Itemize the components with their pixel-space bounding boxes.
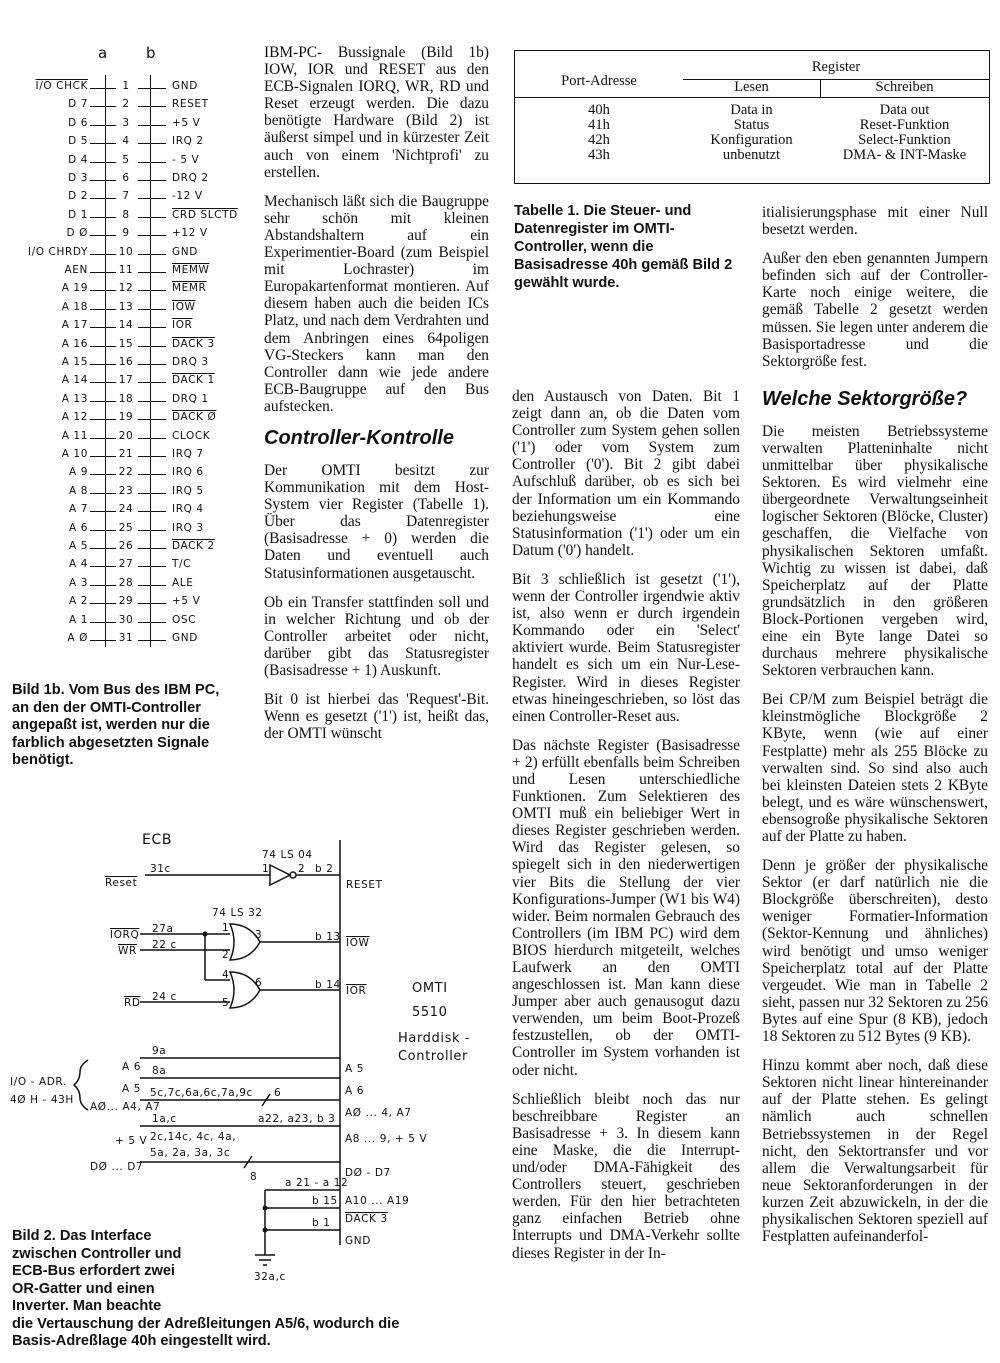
pin-line-a <box>90 419 116 420</box>
pin-row <box>0 282 250 300</box>
table-1 <box>514 50 990 184</box>
pin-signal-a: A 14 <box>61 374 88 387</box>
pin-line-b <box>138 143 166 144</box>
paragraph: Die meisten Betriebssysteme verwalten Platteninhalte nicht unmittelbar über physikalische Sektoren. Es wird vielmehr eine übergeordnete Verwaltungseinheit logischer Sektoren (Blöcke, Cluster) geschaffen, die Vielfache von physikalischen Sektoren umfaßt. Wichtig zu wissen ist dabei, daß Speicherplatz auf der Platte grundsätzlich in den größeren Block-Portionen vergeben wird, eine ein Byte lange Datei so durchaus mehrere physikalische Sektoren verbrauchen kann. <box>762 422 988 680</box>
pin-signal-b: GND <box>172 80 198 92</box>
caption-2-line: die Vertauschung der Adreßleitungen A5/6, wodurch die <box>12 1315 400 1332</box>
pin-signal-a: A 19 <box>61 282 88 295</box>
pin-signal-a: A 18 <box>61 300 88 313</box>
pin-line-a <box>90 364 116 365</box>
label-24c: 24 c <box>152 991 177 1003</box>
text-column-2 <box>264 44 489 754</box>
table-cell-schreiben: DMA- & INT-Maske <box>842 147 967 163</box>
table-cell-port: 42h <box>588 132 610 148</box>
label-a21: a 21 - a 12 <box>285 1177 349 1189</box>
pinout-col-a: a <box>98 44 108 62</box>
pin-signal-b: IRQ 7 <box>172 448 204 460</box>
label-harddisk: Harddisk - <box>398 1031 471 1046</box>
label-omti-a10: A10 ... A19 <box>345 1195 410 1207</box>
label-b13: b 13 <box>315 931 341 943</box>
pin-signal-a: A 15 <box>61 356 88 368</box>
caption-2-line: Basis-Adreßlage 40h eingestellt wird. <box>12 1333 271 1349</box>
table-1-caption: Tabelle 1. Die Steuer- und Datenregister im OMTI-Controller, wenn die Basisadresse 40h gemäß Bild 2 gewählt wurde. <box>514 203 733 291</box>
pin-number: 28 <box>116 577 136 589</box>
pin-signal-a: A 10 <box>61 448 88 460</box>
pin-line-a <box>90 603 116 604</box>
pin-line-a <box>90 106 116 107</box>
pin-row <box>0 522 250 540</box>
pin-signal-b: T/C <box>172 558 192 571</box>
pin-signal-b: - 5 V <box>172 153 200 166</box>
pin-signal-b: MEMR <box>172 282 207 295</box>
label-a0a4a7: AØ... A4, A7 <box>90 1101 161 1113</box>
th-schreiben: Schreiben <box>875 79 934 95</box>
label-bus8: 8 <box>250 1171 258 1183</box>
label-pins-d1: 2c,14c, 4c, 4a, <box>150 1131 237 1143</box>
pin-row <box>0 209 250 227</box>
pin-row <box>0 466 250 484</box>
pin-number: 9 <box>116 227 136 239</box>
paragraph: Bei CP/M zum Beispiel beträgt die kleinstmögliche Blockgröße 2 KByte, wenn (wie auf einer Festplatte) mehr als 255 Blöcke zu verwalten sind. So sind also auch bei kleinsten Dateien stets 2 KByte belegt, und es wäre wünschenswert, ebensogroße physikalische Sektoren auf der Platte zu haben. <box>762 691 988 845</box>
pin-line-b <box>138 346 166 347</box>
pin-line-b <box>138 106 166 107</box>
pin-signal-a: AEN <box>64 264 88 276</box>
caption-2-line: ECB-Bus erfordert zwei <box>12 1263 175 1279</box>
pin-number: 30 <box>116 614 136 626</box>
pin-signal-a: A 7 <box>68 503 88 516</box>
pin-signal-b: $\overline{IOW}$ <box>172 300 196 313</box>
pinout-diagram <box>0 40 250 660</box>
paragraph: Bit 0 ist hierbei das 'Request'-Bit. Wenn es gesetzt ('1') ist, heißt das, der OMTI wünscht <box>264 691 489 743</box>
paragraph: Hinzu kommt aber noch, daß diese Sektoren nicht linear hintereinander auf der Platte stehen. Es gelingt nämlich auch schnellen Betriebssystemen in der Regel nicht, den Sektortransfer und vor allem die Verwaltungsarbeit für neue Sektoranforderungen in der kurzen Zeit abzuwickeln, in der die physikalischen Sektoren speziell auf Festplatten aufeinanderfol- <box>762 1057 988 1246</box>
table-body <box>515 103 989 163</box>
gate-pin-1: 1 <box>222 922 230 934</box>
pin-signal-a: A 6 <box>68 521 88 534</box>
table-cell-port: 41h <box>588 117 610 133</box>
pin-signal-b: DRQ 1 <box>172 392 209 405</box>
table-row <box>515 103 989 118</box>
pin-number: 4 <box>116 135 136 147</box>
pin-number: 20 <box>116 430 136 442</box>
label-b15: b 15 <box>312 1195 338 1207</box>
label-a22: a22, a23, b 3 <box>258 1113 336 1125</box>
pin-line-a <box>90 622 116 623</box>
pin-line-a <box>90 456 116 457</box>
inv-pin-1: 1 <box>262 863 270 875</box>
pin-row <box>0 411 250 429</box>
pin-signal-b: DACK 2 <box>172 540 215 552</box>
pin-number: 23 <box>116 485 136 497</box>
pin-line-b <box>138 419 166 420</box>
th-register: Register <box>811 59 861 75</box>
pin-row <box>0 227 250 245</box>
pin-line-a <box>90 548 116 549</box>
gate-pin-5: 5 <box>222 997 230 1009</box>
pin-line-a <box>90 346 116 347</box>
pin-signal-a: A 11 <box>61 429 88 442</box>
gate-pin-2: 2 <box>222 949 230 961</box>
label-rd: RD <box>124 997 141 1009</box>
pin-row <box>0 503 250 521</box>
pin-row <box>0 135 250 153</box>
pin-number: 24 <box>116 503 136 515</box>
pin-row <box>0 190 250 208</box>
pin-signal-a: A 4 <box>68 558 88 571</box>
label-omti: OMTI <box>412 981 448 996</box>
table-cell-lesen: Status <box>733 117 770 133</box>
pin-row <box>0 595 250 613</box>
pin-line-b <box>138 272 166 273</box>
pin-line-b <box>138 125 166 126</box>
label-a5-ecb: A 5 <box>122 1083 142 1095</box>
label-plus5v: + 5 V <box>115 1135 148 1147</box>
table-row <box>515 118 989 133</box>
pin-number: 25 <box>116 522 136 534</box>
pin-line-b <box>138 235 166 236</box>
table-cell-schreiben: Select-Funktion <box>858 132 951 148</box>
pin-number: 14 <box>116 319 136 331</box>
pin-line-b <box>138 622 166 623</box>
pin-signal-b: DRQ 2 <box>172 172 209 184</box>
label-omti-a5: A 5 <box>345 1063 365 1075</box>
table-cell-schreiben: Data out <box>879 102 930 118</box>
pin-signal-a: A 13 <box>61 392 88 405</box>
pin-line-a <box>90 438 116 439</box>
pin-line-b <box>138 162 166 163</box>
pin-line-b <box>138 438 166 439</box>
pin-line-a <box>90 640 116 641</box>
paragraph: Bit 3 schließlich ist gesetzt ('1'), wenn der Controller irgendwie aktiv ist, also wenn er durch irgendein Kommando oder ein 'Select' aktiviert wurde. Beim Statusregister handelt es sich um ein Nur-Lese-Register. Wird in dieses Register etwas hineingeschrieben, so löst das einen Controller-Reset aus. <box>512 570 740 725</box>
pin-line-b <box>138 566 166 567</box>
label-9a: 9a <box>152 1045 167 1057</box>
paragraph: Denn je größer der physikalische Sektor (er darf natürlich nie die Blockgröße überschreiten), desto weniger Formatier-Information (Sektor-Kennung und ähnliches) wird benötigt und umso weniger Speicherplatz total auf der Platte vergeudet. Wie man in Tabelle 2 sieht, passen nur 32 Sektoren zu 256 Bytes auf eine Spur (8 KB), jedoch 18 Sektoren zu 512 Bytes (9 KB). <box>762 857 988 1046</box>
label-omti-a8: A8 ... 9, + 5 V <box>345 1133 428 1145</box>
pin-number: 21 <box>116 448 136 460</box>
paragraph: Schließlich bleibt noch das nur beschreibbare Register an Basisadresse + 3. In diesem kann eine Maske, die die Interrupt- und/oder DMA-Fähigkeit des Controllers steuert, geschrieben werden. Für den hier betrachteten ganz einfachen Betrieb ohne Interrupts und DMA-Verkehr sollte dieses Register in der In- <box>512 1090 740 1262</box>
pin-signal-b: DACK 3 <box>172 337 215 350</box>
pinout-col-b: b <box>146 44 157 62</box>
paragraph: itialisierungsphase mit einer Null besetzt werden. <box>762 204 988 239</box>
pin-signal-a: D 4 <box>68 153 88 166</box>
inv-pin-2: 2 <box>298 863 306 875</box>
pin-signal-b: CLOCK <box>172 429 211 442</box>
pin-line-a <box>90 309 116 310</box>
pin-number: 6 <box>116 172 136 184</box>
pin-line-a <box>90 235 116 236</box>
caption-2-line: zwischen Controller und <box>12 1245 182 1262</box>
pin-line-b <box>138 401 166 402</box>
pin-signal-a: A 3 <box>68 576 88 589</box>
paragraph: Das nächste Register (Basisadresse + 2) erfüllt ebenfalls beim Schreiben und Lesen unterschiedliche Funktionen. Zum Selektieren des OMTI muß ein beliebiger Wert in dieses Register geschrieben werden. Wird das Register gelesen, so spiegelt sich in den niederwertigen vier Bits die Stellung der vier Konfigurations-Jumper (W1 bis W4) wider. Beim normalen Gebrauch des Controllers (im IBM PC) wird dem BIOS hierdurch mitgeteilt, welches Laufwerk an den OMTI angeschlossen ist. Man kann diese Jumper aber auch genausogut dazu verwenden, um beim Boot-Prozeß festzustellen, ob der OMTI-Controller im System vorhanden ist oder nicht. <box>512 736 740 1079</box>
label-b1: b 1 <box>312 1217 331 1229</box>
paragraph: Mechanisch läßt sich die Baugruppe sehr schön mit kleinen Abstandshaltern auf ein Experimentier-Board (zum Beispiel mit Lochraster) im Europakartenformat montieren. Auf diesem haben auch die beiden ICs Platz, und nach dem Verdrahten und dem Anbringen eines 64poligen VG-Steckers kann man den Controller dann wie jede andere ECB-Baugruppe auf den Bus aufstecken. <box>264 192 489 415</box>
text-column-3 <box>512 388 740 1274</box>
pin-number: 29 <box>116 595 136 607</box>
pin-row <box>0 172 250 190</box>
pin-line-a <box>90 254 116 255</box>
table-cell-lesen: Konfiguration <box>710 132 793 148</box>
pin-line-b <box>138 640 166 641</box>
pin-signal-b: $\overline{IOR}$ <box>172 319 193 332</box>
pin-number: 31 <box>116 632 136 644</box>
label-IOW: IOW <box>346 937 370 949</box>
pin-line-a <box>90 198 116 199</box>
pin-line-a <box>90 585 116 586</box>
label-31c: 31c <box>150 863 171 875</box>
label-omti-gnd: GND <box>345 1235 371 1247</box>
pin-line-a <box>90 217 116 218</box>
label-omti-dack: DACK 3 <box>345 1213 388 1225</box>
label-ecb: ECB <box>142 832 173 848</box>
label-d0d7-ecb: DØ ... D7 <box>90 1161 144 1173</box>
pin-signal-a: A 8 <box>68 484 88 497</box>
pin-signal-b: IRQ 2 <box>172 135 204 148</box>
pin-line-a <box>90 511 116 512</box>
pin-line-b <box>138 327 166 328</box>
label-ioadr: I/O - ADR. <box>10 1076 67 1088</box>
pin-signal-a: D 2 <box>68 190 88 203</box>
pin-signal-a: I/O CHRDY <box>27 245 88 258</box>
th-lesen: Lesen <box>734 79 769 95</box>
pin-row <box>0 154 250 172</box>
table-cell-lesen: unbenutzt <box>722 147 781 163</box>
pin-line-a <box>90 474 116 475</box>
pin-signal-a: D 7 <box>68 98 88 111</box>
label-wr: WR <box>118 945 137 957</box>
pin-row <box>0 80 250 98</box>
pin-line-a <box>90 272 116 273</box>
pin-line-b <box>138 603 166 604</box>
pin-row <box>0 614 250 632</box>
pin-line-a <box>90 530 116 531</box>
table-row <box>515 148 989 163</box>
label-5510: 5510 <box>412 1005 448 1020</box>
pin-row <box>0 540 250 558</box>
pin-signal-a: A 5 <box>68 540 88 552</box>
label-22c: 22 c <box>152 939 177 951</box>
label-omti-a6: A 6 <box>345 1085 365 1097</box>
pin-row <box>0 393 250 411</box>
pin-number: 2 <box>116 98 136 110</box>
pin-signal-a: A 12 <box>61 411 88 424</box>
caption-2-line: OR-Gatter und einen <box>12 1280 155 1297</box>
pin-line-b <box>138 88 166 89</box>
pin-signal-a: D 5 <box>68 135 88 148</box>
pin-signal-b: IRQ 5 <box>172 484 204 497</box>
label-pins-a: 5c,7c,6a,6c,7a,9c <box>150 1087 253 1099</box>
pin-line-b <box>138 217 166 218</box>
caption-bild-1b: Bild 1b. Vom Bus des IBM PC, an den der OMTI-Controller angepaßt ist, werden nur die farblich abgesetzten Signale benötigt. <box>12 682 220 768</box>
pin-line-a <box>90 162 116 163</box>
label-RESET: RESET <box>346 879 383 891</box>
label-pins-d2: 5a, 2a, 3a, 3c <box>150 1147 231 1159</box>
pin-signal-b: MEMW <box>172 264 210 276</box>
label-32ac: 32a,c <box>254 1271 286 1283</box>
pin-signal-b: GND <box>172 245 198 258</box>
heading-controller-kontrolle: Controller-Kontrolle <box>264 426 454 449</box>
pin-signal-b: +5 V <box>172 595 201 608</box>
pin-line-a <box>90 143 116 144</box>
label-a6-ecb: A 6 <box>122 1061 142 1073</box>
label-8a: 8a <box>152 1065 167 1077</box>
pin-row <box>0 448 250 466</box>
pin-signal-b: DACK Ø <box>172 411 217 424</box>
pin-signal-a: A 9 <box>68 466 88 479</box>
pin-line-b <box>138 493 166 494</box>
pin-row <box>0 117 250 135</box>
paragraph: Ob ein Transfer stattfinden soll und in welcher Richtung und ob der Controller arbeitet oder nicht, darüber gibt das Statusregister (Basisadresse + 1) Auskunft. <box>264 593 489 679</box>
pin-signal-a: D Ø <box>66 227 88 240</box>
pin-signal-b: OSC <box>172 613 197 626</box>
pin-line-b <box>138 456 166 457</box>
pin-signal-a: A Ø <box>67 632 88 644</box>
label-omti-d: DØ - D7 <box>345 1167 391 1179</box>
label-27a: 27a <box>152 923 174 935</box>
label-controller: Controller <box>398 1049 468 1064</box>
table-row <box>515 133 989 148</box>
pin-number: 1 <box>116 80 136 92</box>
pin-signal-b: IRQ 3 <box>172 521 204 534</box>
pin-line-a <box>90 290 116 291</box>
label-bus6: 6 <box>274 1087 282 1099</box>
pin-number: 8 <box>116 209 136 221</box>
pin-line-a <box>90 382 116 383</box>
gate-pin-6: 6 <box>255 977 263 989</box>
pin-row <box>0 98 250 116</box>
pin-signal-b: DACK 1 <box>172 374 215 387</box>
pin-line-a <box>90 88 116 89</box>
pin-line-b <box>138 364 166 365</box>
pin-number: 19 <box>116 411 136 423</box>
pin-signal-b: IRQ 4 <box>172 503 204 516</box>
pin-row <box>0 374 250 392</box>
table-cell-port: 43h <box>588 147 610 163</box>
pin-number: 10 <box>116 246 136 258</box>
pin-line-a <box>90 180 116 181</box>
pin-signal-a: A 2 <box>68 595 88 608</box>
pin-line-b <box>138 180 166 181</box>
pin-signal-b: GND <box>172 632 198 644</box>
pin-line-b <box>138 382 166 383</box>
pin-row <box>0 356 250 374</box>
pin-row <box>0 319 250 337</box>
paragraph: den Austausch von Daten. Bit 1 zeigt dann an, ob die Daten vom Controller zum System gehen sollen ('1') oder vom System zum Controller ('0'). Bit 2 gibt dabei Aufschluß darüber, ob es sich bei der Information um ein Kommando beziehungsweise eine Statusinformation ('1') oder um ein Datum ('0') handelt. <box>512 388 740 559</box>
pin-signal-b: ALE <box>172 576 194 589</box>
label-IOR: IOR <box>346 985 367 997</box>
pin-number: 26 <box>116 540 136 552</box>
pin-number: 7 <box>116 190 136 202</box>
pin-line-a <box>90 493 116 494</box>
pin-signal-b: IRQ 6 <box>172 466 204 479</box>
pin-signal-a: A 17 <box>61 319 88 332</box>
label-1ac: 1a,c <box>152 1113 177 1125</box>
heading-welche-sektorgroesse: Welche Sektorgröße? <box>762 387 968 410</box>
pin-line-b <box>138 548 166 549</box>
pin-row <box>0 430 250 448</box>
paragraph: IBM-PC- Bussignale (Bild 1b) IOW, IOR und RESET aus den ECB-Signalen IORQ, WR, RD und Reset erzeugt werden. Die dazu benötigte Hardware (Bild 2) ist äußerst simpel und in kürzester Zeit auch von einem 'Nichtprofi' zu erstellen. <box>264 44 489 181</box>
pin-signal-a: D 3 <box>68 172 88 184</box>
pin-line-b <box>138 198 166 199</box>
pin-signal-a: I/O CHCK <box>35 80 88 92</box>
label-74ls04: 74 LS 04 <box>262 849 313 861</box>
caption-2-line: Inverter. Man beachte <box>12 1298 162 1314</box>
gate-pin-3: 3 <box>255 929 263 941</box>
pin-row <box>0 558 250 576</box>
pin-number: 11 <box>116 264 136 276</box>
label-b14: b 14 <box>315 979 341 991</box>
pin-signal-b: DRQ 3 <box>172 356 209 368</box>
gate-pin-4: 4 <box>222 969 230 981</box>
pin-line-b <box>138 309 166 310</box>
caption-2-line: Bild 2. Das Interface <box>12 1228 152 1244</box>
pin-row <box>0 577 250 595</box>
pin-line-a <box>90 401 116 402</box>
label-b2: b 2 <box>315 863 334 875</box>
pin-number: 22 <box>116 466 136 478</box>
pin-line-b <box>138 290 166 291</box>
pin-number: 3 <box>116 117 136 129</box>
pin-line-b <box>138 474 166 475</box>
pin-number: 5 <box>116 154 136 166</box>
pin-row <box>0 485 250 503</box>
pin-number: 16 <box>116 356 136 368</box>
pin-signal-b: RESET <box>172 98 209 111</box>
pin-number: 13 <box>116 301 136 313</box>
pin-number: 27 <box>116 558 136 570</box>
pin-signal-b: +12 V <box>172 227 208 240</box>
paragraph: Der OMTI besitzt zur Kommunikation mit dem Host-System vier Register (Tabelle 1). Über das Datenregister (Basisadresse + 0) werden die Daten und eventuell auch Statusinformationen ausgetauscht. <box>264 461 489 582</box>
paragraph: Außer den eben genannten Jumpern befinden sich auf der Controller-Karte noch einige weitere, die gemäß Tabelle 2 gesetzt werden müssen. Sie legen unter anderem die Basisportadresse und die Sektorgröße fest. <box>762 250 988 370</box>
pin-line-b <box>138 585 166 586</box>
label-reset-ecb: Reset <box>105 877 138 889</box>
pin-line-b <box>138 254 166 255</box>
pin-line-a <box>90 125 116 126</box>
label-omti-a0: AØ ... 4, A7 <box>345 1107 412 1119</box>
pin-signal-b: CRD SLCTD <box>172 208 238 221</box>
pin-row <box>0 246 250 264</box>
pin-line-b <box>138 530 166 531</box>
caption-bild-2 <box>12 1228 482 1351</box>
pin-row <box>0 301 250 319</box>
pin-signal-b: -12 V <box>172 190 203 203</box>
th-port: Port-Adresse <box>561 73 637 89</box>
text-column-4 <box>762 204 988 1257</box>
pin-signal-a: A 1 <box>68 613 88 626</box>
pin-number: 18 <box>116 393 136 405</box>
label-74ls32: 74 LS 32 <box>212 907 263 919</box>
pin-signal-a: D 6 <box>68 116 88 129</box>
pin-signal-a: A 16 <box>61 337 88 350</box>
pin-number: 12 <box>116 282 136 294</box>
pin-signal-a: D 1 <box>68 208 88 221</box>
pin-line-a <box>90 327 116 328</box>
pin-row <box>0 632 250 650</box>
pin-number: 17 <box>116 374 136 386</box>
table-cell-port: 40h <box>588 102 610 118</box>
label-40h43h: 4Ø H - 43H <box>10 1094 74 1106</box>
pin-row <box>0 338 250 356</box>
pin-number: 15 <box>116 338 136 350</box>
label-iorq: IORQ <box>110 929 140 941</box>
table-cell-lesen: Data in <box>730 102 773 118</box>
pin-signal-b: +5 V <box>172 116 201 129</box>
table-cell-schreiben: Reset-Funktion <box>859 117 950 133</box>
pin-row <box>0 264 250 282</box>
pin-line-a <box>90 566 116 567</box>
pin-line-b <box>138 511 166 512</box>
